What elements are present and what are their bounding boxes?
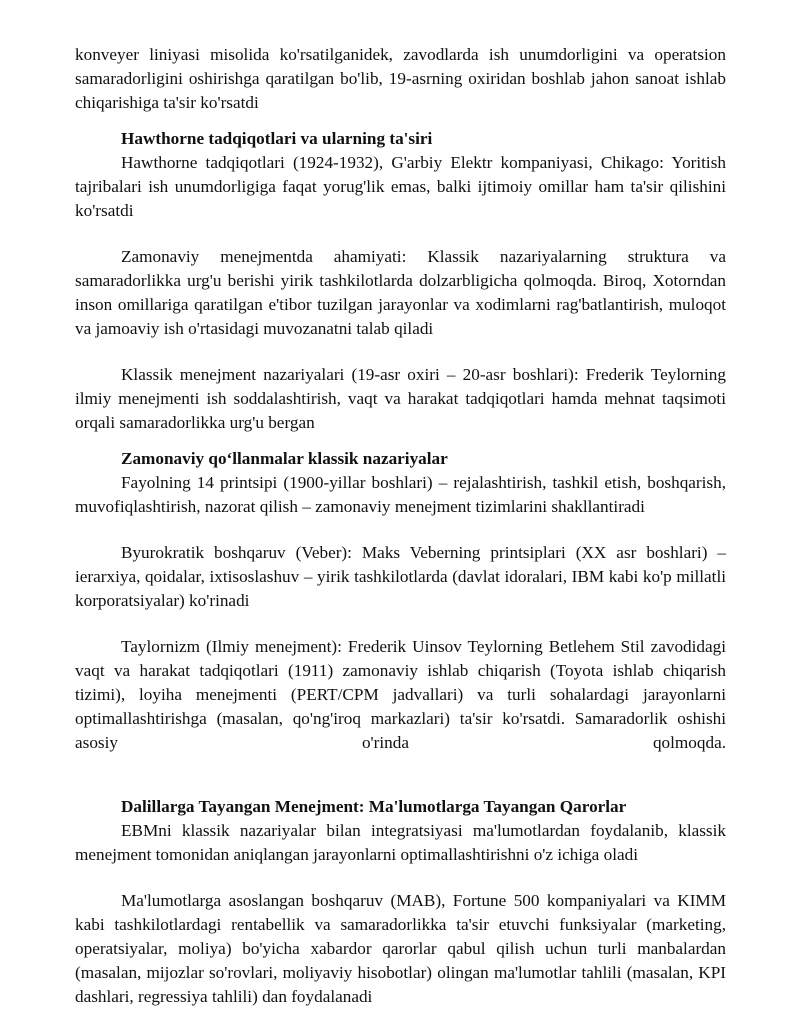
paragraph-classic-theories: Klassik menejment nazariyalari (19-asr oxiri – 20-asr boshlari): Frederik Teylorning ilmiy menejmenti ish soddalashtirish, vaqt va harakat tadqiqotlari hamda mehnat taqsimoti orqali samaradorlikka urg'u bergan — [75, 365, 726, 432]
paragraph-mab: Ma'lumotlarga asoslangan boshqaruv (MAB), Fortune 500 kompaniyalari va KIMM kabi tashkilotlardagi rentabellik va samaradorlikka ta'sir etuvchi funksiyalar (marketing, operatsiyalar, moliya) bo'yicha xabardor qarorlar qabul qilish uchun turli manbalardan (masalan, mijozlar so'rovlari, moliyaviy hisobotlar) olingan ma'lumotlar tahlili (masalan, KPI dashlari, regressiya tahlili) dan foydalanadi — [75, 891, 726, 1006]
paragraph-weber: Byurokratik boshqaruv (Veber): Maks Veberning printsiplari (XX asr boshlari) – ierarxiya, qoidalar, ixtisoslashuv – yirik tashkilotlarda (davlat idoralari, IBM kabi ko'p millatli korporatsiyalar) ko'rinadi — [75, 543, 726, 610]
paragraph-ebm: EBMni klassik nazariyalar bilan integratsiyasi ma'lumotlardan foydalanib, klassik menejment tomonidan aniqlangan jarayonlarni optimallashtirishni o'z ichiga oladi — [75, 821, 726, 864]
paragraph-continuation: konveyer liniyasi misolida ko'rsatilganidek, zavodlarda ish unumdorligini va operatsion samaradorligini oshirishga qaratilgan bo'lib, 19-asrning oxiridan boshlab jahon sanoat ishlab chiqarishiga ta'sir ko'rsatdi — [75, 45, 726, 112]
paragraph-fayol: Fayolning 14 printsipi (1900-yillar boshlari) – rejalashtirish, tashkil etish, boshqarish, muvofiqlashtirish, nazorat qilish – zamonaviy menejment tizimlarini shakllantiradi — [75, 473, 726, 516]
paragraph-hawthorne: Hawthorne tadqiqotlari (1924-1932), G'arbiy Elektr kompaniyasi, Chikago: Yoritish tajribalari ish unumdorligiga faqat yorug'lik emas, balki ijtimoiy omillar ham ta'sir qilishini ko'rsatdi — [75, 153, 726, 220]
paragraph-taylorism: Taylornizm (Ilmiy menejment): Frederik Uinsov Teylorning Betlehem Stil zavodidagi vaqt va harakat tadqiqotlari (1911) zamonaviy ishlab chiqarish (Toyota ishlab chiqarish tizimi), loyiha menejmenti (PERT/CPM jadvallari) va turli sohalardagi jarayonlarni optimallashtirishga (masalan, qo'ng'iroq markazlari) ta'sir ko'rsatdi. Samaradorlik oshishi asosiy o'rinda qolmoqda. — [75, 637, 726, 752]
paragraph-modern-significance: Zamonaviy menejmentda ahamiyati: Klassik nazariyalarning struktura va samaradorlikka urg'u berishi yirik tashkilotlarda dolzarbligicha qolmoqda. Biroq, Xotorndan inson omillariga qaratilgan e'tibor tuzilgan jarayonlar va xodimlarni rag'batlantirish, muloqot va jamoaviy ish o'rtasidagi muvozanatni talab qiladi — [75, 247, 726, 338]
heading-hawthorne: Hawthorne tadqiqotlari va ularning ta'siri — [121, 129, 433, 148]
heading-evidence-based: Dalillarga Tayangan Menejment: Ma'lumotlarga Tayangan Qarorlar — [121, 797, 627, 816]
heading-modern-applications: Zamonaviy qo‘llanmalar klassik nazariyalar — [121, 449, 448, 468]
